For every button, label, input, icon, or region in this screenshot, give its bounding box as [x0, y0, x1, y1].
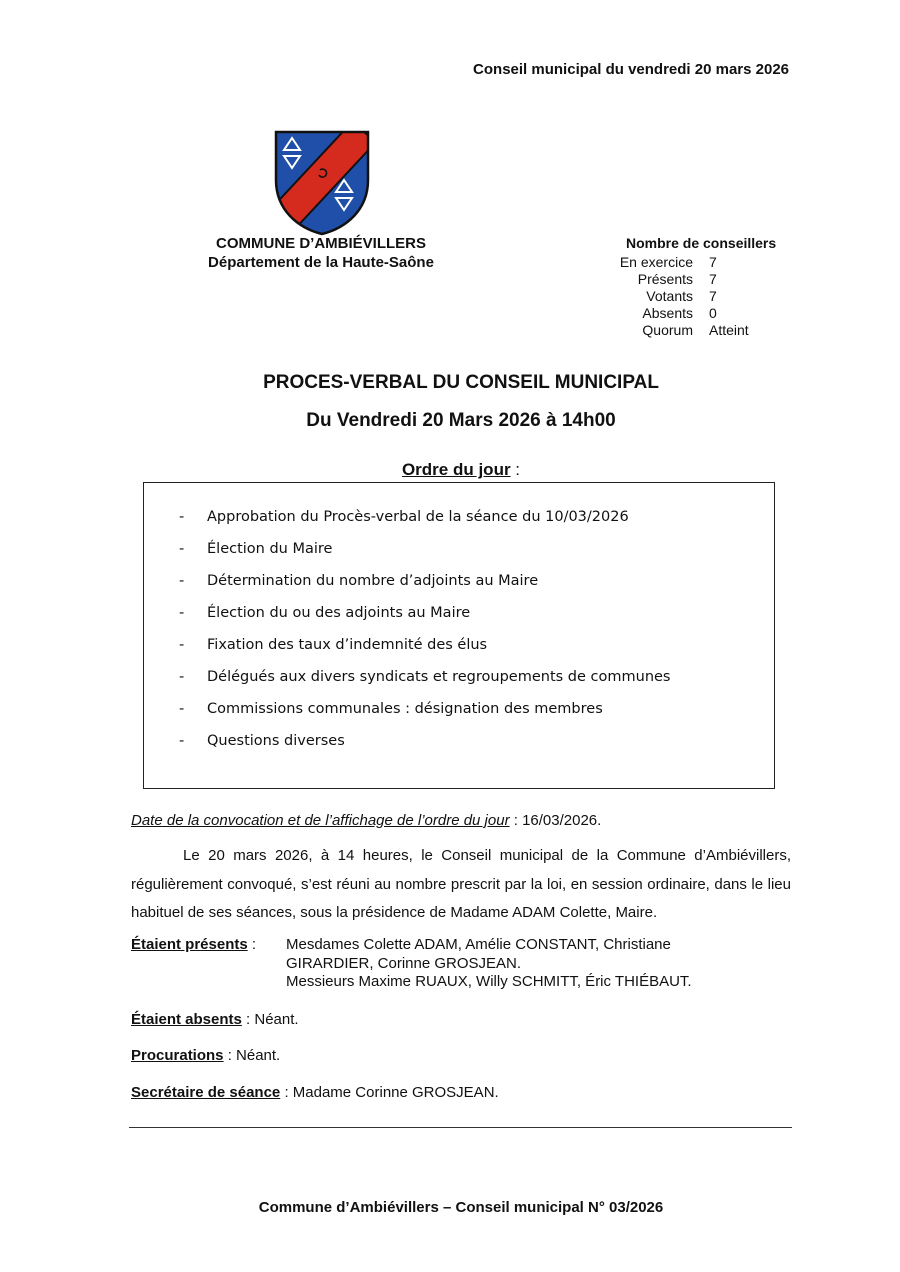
presents-label-line [131, 936, 256, 953]
procurations-value: : Néant. [223, 1047, 281, 1064]
presents-line: Mesdames Colette ADAM, Amélie CONSTANT, Christiane [286, 936, 671, 953]
secretary-line [131, 1084, 499, 1101]
meeting-paragraph: Le 20 mars 2026, à 14 heures, le Conseil municipal de la Commune d’Ambiévillers, régulièrement convoqué, s’est réuni au nombre prescrit par la loi, en session ordinaire, dans le lieu habituel de ses séances, sous la présidence de Madame ADAM Colette, Maire. [131, 847, 791, 921]
secretary-value: : Madame Corinne GROSJEAN. [280, 1084, 499, 1101]
presents-line: GIRARDIER, Corinne GROSJEAN. [286, 954, 522, 972]
agenda-bullet: - [179, 541, 185, 557]
agenda-item-text: Délégués aux divers syndicats et regroupements de communes [207, 669, 671, 685]
councillors-row-label: Votants [646, 288, 693, 304]
document-title: PROCES-VERBAL DU CONSEIL MUNICIPAL [263, 372, 659, 393]
absents-line [131, 1011, 299, 1028]
agenda-item-text: Élection du ou des adjoints au Maire [207, 605, 471, 621]
councillors-row-label: Quorum [642, 322, 693, 338]
commune-name: COMMUNE D’AMBIÉVILLERS [216, 235, 426, 252]
agenda-item [179, 509, 670, 541]
convocation-label: Date de la convocation et de l’affichage de l’ordre du jour [131, 812, 510, 829]
agenda-list [179, 509, 670, 765]
agenda-item [179, 573, 670, 605]
agenda-bullet: - [179, 605, 185, 621]
councillors-row-label: En exercice [619, 254, 693, 270]
coat-of-arms-icon [272, 128, 372, 238]
procurations-line [131, 1047, 280, 1064]
presents-label: Étaient présents [131, 936, 248, 953]
agenda-item-text: Commissions communales : désignation des membres [207, 701, 603, 717]
councillors-row-value: 7 [709, 271, 717, 287]
meeting-date-header: Conseil municipal du vendredi 20 mars 2026 [473, 61, 789, 78]
agenda-bullet: - [179, 573, 185, 589]
agenda-box [143, 482, 775, 789]
presents-list [286, 936, 692, 992]
agenda-item-text: Questions diverses [207, 733, 345, 749]
agenda-item [179, 733, 670, 765]
convocation-value: : 16/03/2026. [509, 812, 602, 829]
footer-divider [129, 1127, 792, 1128]
agenda-item [179, 701, 670, 733]
commune-block [190, 234, 452, 272]
agenda-bullet: - [179, 733, 185, 749]
councillors-row-label: Présents [637, 271, 693, 287]
councillors-row-label: Absents [642, 305, 693, 321]
councillors-summary [610, 235, 790, 339]
councillors-row-value: 0 [709, 305, 717, 321]
agenda-heading-label: Ordre du jour [401, 460, 511, 479]
agenda-bullet: - [179, 637, 185, 653]
councillors-row [610, 322, 790, 339]
agenda-item [179, 669, 670, 701]
councillors-row [610, 305, 790, 322]
convocation-line [131, 812, 601, 829]
agenda-heading [0, 460, 900, 480]
page-footer: Commune d’Ambiévillers – Conseil municipal N° 03/2026 [258, 1199, 664, 1216]
presents-separator: : [247, 936, 257, 953]
councillors-row [610, 254, 790, 271]
agenda-item [179, 637, 670, 669]
agenda-item-text: Approbation du Procès-verbal de la séance du 10/03/2026 [207, 509, 629, 525]
agenda-item-text: Élection du Maire [207, 541, 333, 557]
procurations-label: Procurations [131, 1047, 224, 1064]
councillors-row [610, 271, 790, 288]
agenda-item-text: Fixation des taux d’indemnité des élus [207, 637, 488, 653]
agenda-heading-suffix: : [510, 460, 521, 479]
councillors-row-value: 7 [709, 288, 717, 304]
commune-department: Département de la Haute-Saône [208, 254, 434, 271]
agenda-item [179, 541, 670, 573]
absents-label: Étaient absents [131, 1011, 242, 1028]
councillors-row-value: Atteint [709, 322, 749, 338]
absents-value: : Néant. [241, 1011, 299, 1028]
councillors-row-value: 7 [709, 254, 717, 270]
agenda-item-text: Détermination du nombre d’adjoints au Maire [207, 573, 539, 589]
agenda-bullet: - [179, 509, 185, 525]
agenda-bullet: - [179, 669, 185, 685]
councillors-row [610, 288, 790, 305]
councillors-title: Nombre de conseillers [626, 235, 777, 251]
agenda-bullet: - [179, 701, 185, 717]
presents-line: Messieurs Maxime RUAUX, Willy SCHMITT, Éric THIÉBAUT. [286, 973, 692, 990]
document-subtitle: Du Vendredi 20 Mars 2026 à 14h00 [306, 410, 616, 431]
agenda-item [179, 605, 670, 637]
secretary-label: Secrétaire de séance [131, 1084, 281, 1101]
